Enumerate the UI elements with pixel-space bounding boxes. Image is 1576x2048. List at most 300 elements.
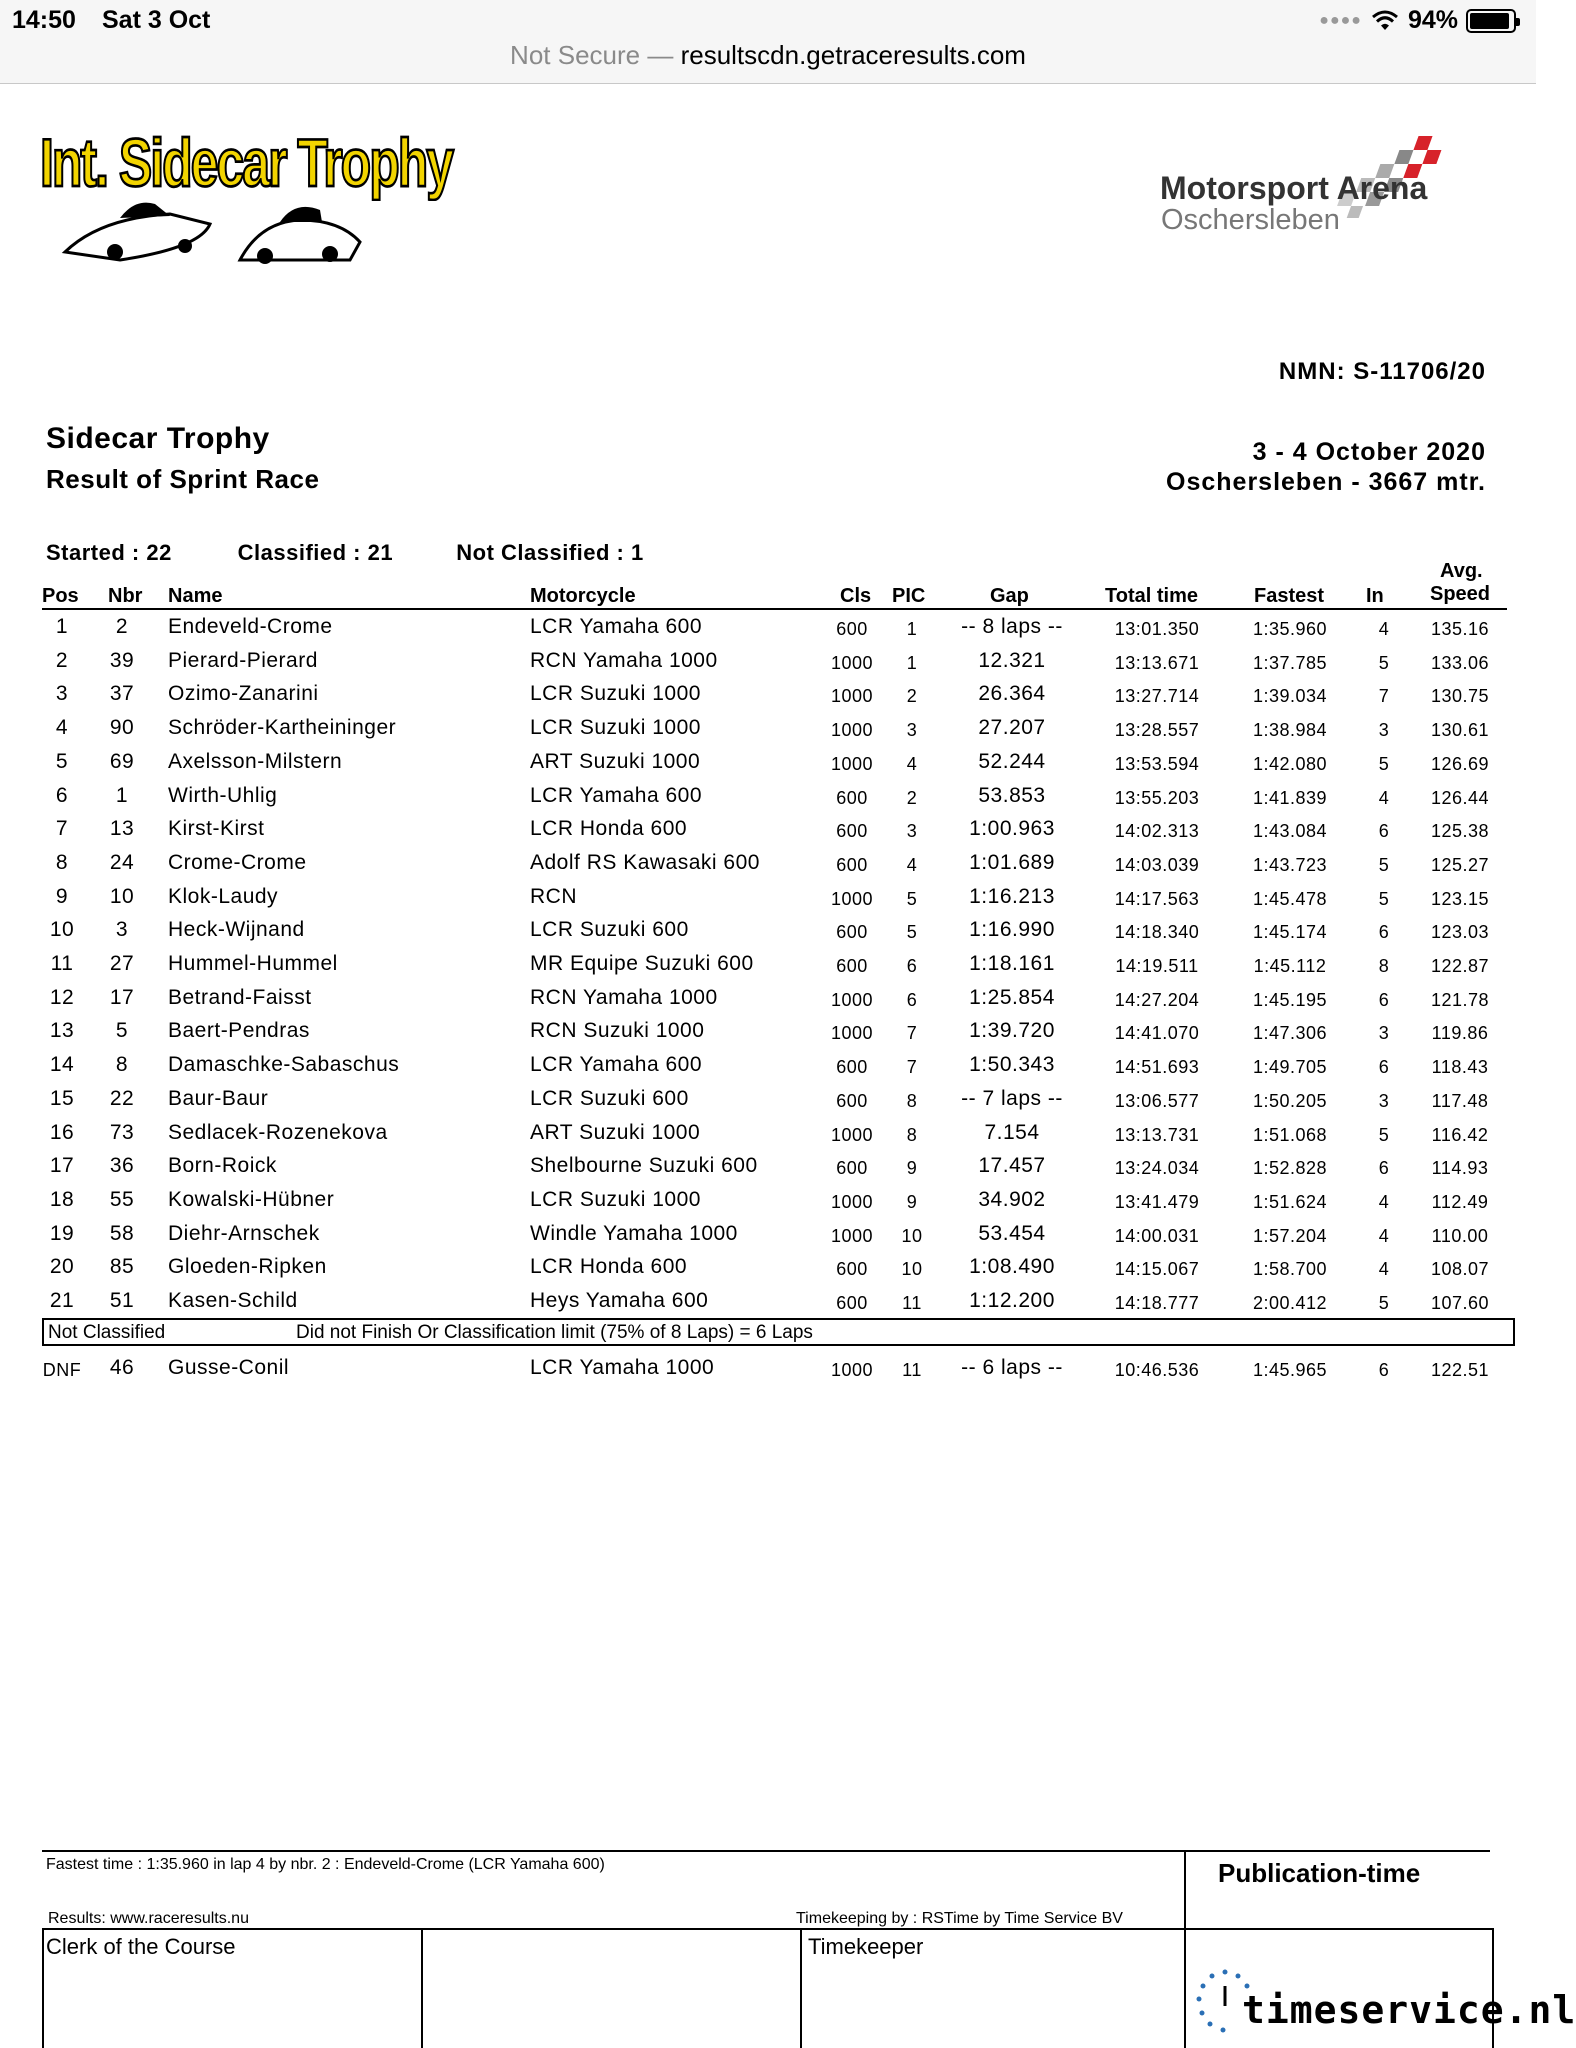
not-classified-label: Not Classified: [48, 1322, 166, 1343]
cell-gap: 1:00.963: [969, 817, 1055, 841]
cell-moto: LCR Suzuki 1000: [530, 1187, 701, 1211]
cell-gap: 1:16.990: [969, 918, 1055, 942]
cell-fastest: 1:42.080: [1252, 753, 1328, 774]
table-row: [0, 716, 1536, 750]
cell-moto: Heys Yamaha 600: [530, 1289, 709, 1312]
cell-total: 10:46.536: [1114, 1360, 1200, 1380]
cell-moto: RCN Suzuki 1000: [530, 1019, 705, 1043]
cell-in: 4: [1378, 619, 1390, 639]
cell-in: 5: [1378, 1293, 1390, 1313]
table-row: [0, 817, 1536, 851]
cell-speed: 125.27: [1430, 854, 1490, 875]
cell-pos: 9: [55, 884, 69, 908]
signal-icon: ●●●●: [1319, 11, 1362, 29]
table-row: [0, 1121, 1536, 1155]
cell-gap: 1:18.161: [969, 952, 1055, 975]
cell-speed: 117.48: [1431, 1090, 1489, 1111]
cell-total: 13:01.350: [1114, 619, 1200, 639]
header-gap: Gap: [990, 585, 1029, 607]
cell-nbr: 27: [109, 952, 135, 975]
cell-cls: 600: [836, 1057, 868, 1078]
table-row: [0, 750, 1536, 784]
battery-icon: [1466, 9, 1516, 33]
status-date: Sat 3 Oct: [102, 6, 211, 34]
cell-pos: 3: [55, 682, 69, 706]
cell-in: 6: [1378, 821, 1390, 842]
cell-in: 8: [1378, 956, 1390, 976]
cell-name: Wirth-Uhlig: [168, 783, 278, 807]
cell-in: 6: [1378, 1057, 1390, 1078]
signature-box-divider-1: [421, 1928, 423, 2048]
started-count: Started : 22: [46, 540, 172, 565]
cell-in: 5: [1378, 1124, 1390, 1145]
cell-nbr: 17: [109, 985, 135, 1009]
cell-fastest: 1:41.839: [1252, 787, 1328, 808]
cell-in: 3: [1378, 1090, 1390, 1111]
cell-speed: 118.43: [1431, 1057, 1489, 1078]
browser-status-bar: [0, 0, 1536, 84]
cell-cls: 1000: [830, 720, 874, 741]
cell-in: 5: [1378, 888, 1390, 909]
cell-gap: 1:39.720: [969, 1019, 1055, 1043]
race-stats: [46, 540, 644, 566]
battery-percent: 94%: [1407, 6, 1458, 34]
cell-name: Pierard-Pierard: [168, 648, 318, 672]
cell-pic: 9: [906, 1191, 918, 1212]
table-row: [0, 986, 1536, 1020]
cell-speed: 125.38: [1430, 821, 1490, 842]
cell-gap: 1:12.200: [969, 1289, 1055, 1312]
signature-box-left: [42, 1928, 44, 2048]
cell-pic: 8: [906, 1090, 918, 1111]
cell-pos: 21: [49, 1289, 75, 1312]
cell-name: Born-Roick: [168, 1154, 277, 1178]
cell-cls: 600: [836, 1158, 868, 1179]
cell-gap: 1:50.343: [969, 1053, 1055, 1077]
cell-total: 13:27.714: [1114, 686, 1200, 707]
cell-nbr: 55: [109, 1187, 135, 1211]
cell-moto: LCR Suzuki 600: [530, 918, 689, 942]
cell-pic: 3: [906, 821, 918, 842]
cell-pos: 20: [49, 1255, 75, 1279]
cell-in: 6: [1378, 1360, 1390, 1380]
cell-gap: 1:08.490: [969, 1255, 1055, 1279]
cell-speed: 130.61: [1430, 720, 1490, 741]
status-time: 14:50: [12, 6, 76, 34]
footer-vertical-rule: [1184, 1850, 1186, 2048]
cell-gap: 1:25.854: [969, 985, 1055, 1009]
cell-cls: 1000: [830, 888, 874, 909]
cell-total: 14:27.204: [1114, 989, 1200, 1010]
cell-fastest: 1:57.204: [1252, 1225, 1328, 1246]
cell-total: 14:02.313: [1114, 821, 1200, 842]
cell-moto: Shelbourne Suzuki 600: [530, 1154, 758, 1178]
cell-name: Gusse-Conil: [168, 1356, 290, 1379]
cell-pic: 6: [906, 989, 918, 1010]
header-fastest: Fastest: [1254, 585, 1325, 607]
table-row: [0, 1255, 1536, 1289]
cell-cls: 1000: [830, 1023, 874, 1044]
classified-count: Classified : 21: [237, 540, 394, 565]
cell-fastest: 1:51.624: [1252, 1191, 1328, 1212]
cell-pos: DNF: [42, 1360, 82, 1380]
cell-pos: 15: [49, 1086, 75, 1110]
cell-speed: 133.06: [1430, 652, 1490, 673]
cell-name: Damaschke-Sabaschus: [168, 1053, 400, 1077]
motorsport-arena-text: Motorsport Arena: [1160, 170, 1428, 206]
cell-in: 5: [1378, 652, 1390, 673]
cell-pos: 12: [49, 985, 75, 1009]
cell-gap: 1:16.213: [969, 884, 1055, 908]
cell-pos: 2: [55, 648, 69, 672]
cell-nbr: 10: [109, 884, 135, 908]
cell-nbr: 1: [115, 783, 129, 807]
not-classified-count: Not Classified : 1: [456, 540, 644, 565]
cell-pic: 4: [906, 854, 918, 875]
cell-nbr: 73: [109, 1120, 135, 1144]
not-classified-box: [42, 1318, 1515, 1346]
cell-pic: 8: [906, 1124, 918, 1145]
cell-nbr: 24: [109, 850, 135, 874]
cell-fastest: 1:43.723: [1252, 854, 1328, 875]
cell-total: 13:13.671: [1114, 652, 1200, 673]
clerk-label: Clerk of the Course: [46, 1934, 236, 1959]
cell-fastest: 1:43.084: [1252, 821, 1328, 842]
page-title: Sidecar Trophy: [46, 422, 270, 455]
table-row: [0, 1019, 1536, 1053]
cell-in: 6: [1378, 1158, 1390, 1179]
header-nbr: Nbr: [108, 585, 143, 607]
table-row: [0, 1053, 1536, 1087]
cell-name: Axelsson-Milstern: [168, 749, 343, 773]
cell-gap: 53.454: [978, 1221, 1046, 1245]
motorsport-arena-logo: [1160, 132, 1470, 242]
cell-in: 4: [1378, 1225, 1390, 1246]
cell-nbr: 3: [115, 918, 129, 942]
cell-speed: 107.60: [1430, 1293, 1490, 1313]
page-subtitle: Result of Sprint Race: [46, 464, 320, 494]
cell-pic: 11: [902, 1293, 922, 1313]
cell-fastest: 1:45.478: [1252, 888, 1328, 909]
cell-total: 13:55.203: [1114, 787, 1200, 808]
cell-fastest: 1:51.068: [1252, 1124, 1328, 1145]
cell-fastest: 1:39.034: [1252, 686, 1328, 707]
cell-in: 7: [1378, 686, 1390, 707]
cell-cls: 1000: [830, 686, 874, 707]
header-pos: Pos: [42, 585, 79, 607]
signature-box-divider-2: [800, 1928, 802, 2048]
cell-fastest: 1:45.112: [1253, 956, 1327, 976]
cell-speed: 116.42: [1431, 1124, 1489, 1145]
cell-total: 14:15.067: [1114, 1259, 1200, 1280]
cell-moto: ART Suzuki 1000: [530, 1120, 701, 1144]
cell-name: Betrand-Faisst: [168, 985, 312, 1009]
table-row: [0, 649, 1536, 683]
cell-moto: RCN Yamaha 1000: [530, 648, 718, 672]
address-bar[interactable]: [0, 40, 1536, 71]
cell-in: 6: [1378, 989, 1390, 1010]
results-url: Results: www.raceresults.nu: [48, 1910, 249, 1927]
event-date: 3 - 4 October 2020: [1252, 438, 1486, 466]
cell-nbr: 2: [115, 615, 129, 638]
footer-top-rule: [42, 1850, 1490, 1852]
cell-pos: 5: [55, 749, 69, 773]
cell-pic: 7: [906, 1057, 918, 1078]
cell-nbr: 46: [109, 1356, 135, 1379]
cell-gap: -- 6 laps --: [961, 1356, 1063, 1379]
table-row: [0, 952, 1536, 986]
cell-speed: 130.75: [1430, 686, 1490, 707]
cell-gap: -- 7 laps --: [961, 1086, 1063, 1110]
header-cls: Cls: [840, 585, 872, 607]
table-row: [0, 682, 1536, 716]
cell-speed: 126.44: [1430, 787, 1490, 808]
cell-fastest: 1:37.785: [1252, 652, 1328, 673]
cell-gap: 1:01.689: [969, 850, 1055, 874]
cell-cls: 1000: [830, 1124, 874, 1145]
cell-gap: 52.244: [978, 749, 1046, 773]
cell-speed: 121.78: [1430, 989, 1490, 1010]
fastest-time-note: Fastest time : 1:35.960 in lap 4 by nbr. 2 : Endeveld-Crome (LCR Yamaha 600): [46, 1856, 605, 1873]
cell-moto: ART Suzuki 1000: [530, 749, 701, 773]
publication-time: Publication-time: [1218, 1858, 1421, 1888]
header-pic: PIC: [892, 585, 926, 607]
cell-cls: 600: [836, 854, 868, 875]
timeservice-logo: [1190, 1966, 1576, 2046]
cell-pic: 10: [901, 1225, 923, 1246]
cell-pos: 14: [49, 1053, 75, 1077]
wifi-icon: [1370, 10, 1400, 32]
cell-cls: 1000: [830, 1225, 874, 1246]
cell-pic: 5: [906, 888, 918, 909]
cell-total: 14:51.693: [1114, 1057, 1200, 1078]
cell-cls: 600: [836, 922, 868, 943]
cell-pic: 9: [906, 1158, 918, 1179]
cell-speed: 112.49: [1431, 1191, 1489, 1212]
cell-moto: LCR Yamaha 600: [530, 1053, 702, 1077]
cell-moto: LCR Suzuki 1000: [530, 682, 701, 706]
cell-cls: 600: [836, 619, 868, 639]
cell-speed: 135.16: [1430, 619, 1490, 639]
cell-speed: 122.51: [1430, 1360, 1490, 1380]
cell-nbr: 22: [109, 1086, 135, 1110]
cell-pic: 3: [906, 720, 918, 741]
table-row: [0, 918, 1536, 952]
cell-total: 13:06.577: [1114, 1090, 1200, 1111]
cell-total: 13:13.731: [1114, 1124, 1200, 1145]
cell-in: 4: [1378, 1259, 1390, 1280]
cell-fastest: 2:00.412: [1252, 1293, 1328, 1313]
cell-in: 6: [1378, 922, 1390, 943]
cell-cls: 1000: [830, 753, 874, 774]
cell-cls: 600: [836, 787, 868, 808]
cell-total: 14:41.070: [1114, 1023, 1200, 1044]
table-row: [0, 851, 1536, 885]
cell-total: 14:00.031: [1114, 1225, 1200, 1246]
header-speed: Speed: [1430, 583, 1491, 605]
header-avg: Avg.: [1440, 560, 1483, 582]
cell-cls: 1000: [830, 652, 874, 673]
cell-pos: 17: [49, 1154, 75, 1178]
cell-total: 14:18.340: [1114, 922, 1200, 943]
cell-name: Klok-Laudy: [168, 884, 279, 908]
cell-gap: 7.154: [984, 1120, 1040, 1144]
cell-pic: 2: [906, 686, 918, 707]
table-row: [0, 784, 1536, 818]
timekeeper-label: Timekeeper: [808, 1934, 924, 1959]
cell-in: 4: [1378, 787, 1390, 808]
cell-total: 14:03.039: [1114, 854, 1200, 875]
cell-pos: 1: [55, 615, 69, 638]
cell-cls: 1000: [830, 989, 874, 1010]
header-divider: [42, 608, 1507, 610]
cell-cls: 600: [836, 1090, 868, 1111]
cell-moto: LCR Yamaha 600: [530, 615, 702, 638]
table-row: [0, 1188, 1536, 1222]
cell-cls: 1000: [830, 1191, 874, 1212]
cell-pos: 6: [55, 783, 69, 807]
cell-speed: 122.87: [1430, 956, 1490, 976]
cell-total: 13:41.479: [1114, 1191, 1200, 1212]
cell-pic: 10: [901, 1259, 923, 1280]
cell-pos: 8: [55, 850, 69, 874]
cell-gap: 34.902: [978, 1187, 1046, 1211]
cell-pos: 18: [49, 1187, 75, 1211]
cell-total: 13:24.034: [1114, 1158, 1200, 1179]
cell-name: Heck-Wijnand: [168, 918, 305, 942]
cell-nbr: 39: [109, 648, 135, 672]
event-place: Oschersleben - 3667 mtr.: [1166, 468, 1486, 496]
cell-pic: 11: [902, 1360, 922, 1380]
cell-nbr: 51: [109, 1289, 135, 1312]
cell-nbr: 8: [115, 1053, 129, 1077]
cell-pos: 7: [55, 817, 69, 841]
cell-speed: 126.69: [1430, 753, 1490, 774]
cell-name: Kirst-Kirst: [168, 817, 265, 841]
cell-name: Baur-Baur: [168, 1086, 269, 1110]
cell-in: 3: [1378, 1023, 1390, 1044]
cell-nbr: 58: [109, 1221, 135, 1245]
cell-total: 14:17.563: [1114, 888, 1200, 909]
cell-moto: LCR Suzuki 1000: [530, 716, 701, 740]
cell-in: 3: [1378, 720, 1390, 741]
cell-moto: LCR Suzuki 600: [530, 1086, 689, 1110]
cell-gap: 12.321: [978, 648, 1046, 672]
timekeeping-note: Timekeeping by : RSTime by Time Service BV: [796, 1910, 1123, 1927]
cell-pos: 13: [49, 1019, 75, 1043]
cell-pos: 16: [49, 1120, 75, 1144]
cell-nbr: 90: [109, 716, 135, 740]
sidecar-trophy-logo: [40, 124, 453, 266]
cell-total: 14:19.511: [1115, 956, 1199, 976]
cell-fastest: 1:52.828: [1252, 1158, 1328, 1179]
cell-gap: 53.853: [978, 783, 1046, 807]
cell-nbr: 37: [109, 682, 135, 706]
sidecar-trophy-logo-text: Int. Sidecar Trophy: [40, 125, 453, 201]
timeservice-text: timeservice.nl: [1242, 1988, 1576, 2032]
cell-moto: LCR Honda 600: [530, 817, 688, 841]
cell-fastest: 1:45.174: [1252, 922, 1328, 943]
cell-name: Diehr-Arnschek: [168, 1221, 320, 1245]
signature-box-top: [42, 1928, 1494, 1930]
cell-cls: 600: [836, 821, 868, 842]
cell-pos: 11: [50, 952, 74, 975]
cell-speed: 119.86: [1431, 1023, 1489, 1044]
cell-in: 4: [1378, 1191, 1390, 1212]
cell-total: 13:28.557: [1114, 720, 1200, 741]
cell-fastest: 1:58.700: [1252, 1259, 1328, 1280]
table-row: [0, 1087, 1536, 1121]
cell-name: Ozimo-Zanarini: [168, 682, 319, 706]
cell-pos: 19: [49, 1221, 75, 1245]
cell-speed: 108.07: [1430, 1259, 1490, 1280]
cell-pic: 5: [906, 922, 918, 943]
cell-fastest: 1:49.705: [1252, 1057, 1328, 1078]
cell-moto: LCR Yamaha 1000: [530, 1356, 715, 1379]
cell-gap: 27.207: [978, 716, 1046, 740]
cell-pic: 6: [906, 956, 918, 976]
cell-fastest: 1:45.965: [1252, 1360, 1328, 1380]
cell-moto: RCN: [530, 884, 577, 908]
header-motorcycle: Motorcycle: [530, 585, 636, 607]
cell-gap: -- 8 laps --: [961, 615, 1063, 638]
cell-pic: 1: [906, 652, 918, 673]
cell-nbr: 36: [109, 1154, 135, 1178]
cell-speed: 110.00: [1431, 1225, 1489, 1246]
cell-fastest: 1:38.984: [1252, 720, 1328, 741]
cell-moto: LCR Yamaha 600: [530, 783, 702, 807]
cell-fastest: 1:35.960: [1252, 619, 1328, 639]
cell-moto: Windle Yamaha 1000: [530, 1221, 738, 1245]
cell-gap: 17.457: [978, 1154, 1046, 1178]
cell-in: 5: [1378, 753, 1390, 774]
not-secure-label: Not Secure —: [510, 40, 674, 70]
cell-pos: 10: [49, 918, 75, 942]
cell-moto: RCN Yamaha 1000: [530, 985, 718, 1009]
table-row: [0, 1154, 1536, 1188]
cell-pic: 7: [906, 1023, 918, 1044]
cell-cls: 600: [836, 956, 868, 976]
header-total-time: Total time: [1105, 585, 1198, 607]
status-indicators: [1319, 6, 1516, 35]
cell-cls: 1000: [830, 1360, 874, 1380]
header-in: In: [1366, 585, 1384, 607]
cell-nbr: 69: [109, 749, 135, 773]
cell-pic: 2: [906, 787, 918, 808]
cell-moto: MR Equipe Suzuki 600: [530, 952, 754, 975]
not-classified-note: Did not Finish Or Classification limit (75% of 8 Laps) = 6 Laps: [296, 1322, 813, 1343]
table-row: [0, 1356, 1536, 1390]
table-row: [0, 885, 1536, 919]
url-text: resultscdn.getraceresults.com: [680, 40, 1026, 70]
cell-gap: 26.364: [978, 682, 1046, 706]
oschersleben-logo-text: Oschersleben: [1161, 204, 1340, 236]
cell-name: Gloeden-Ripken: [168, 1255, 327, 1279]
cell-fastest: 1:50.205: [1252, 1090, 1328, 1111]
cell-nbr: 13: [109, 817, 135, 841]
cell-cls: 600: [836, 1259, 868, 1280]
cell-speed: 123.03: [1430, 922, 1490, 943]
cell-moto: LCR Honda 600: [530, 1255, 688, 1279]
cell-name: Kowalski-Hübner: [168, 1187, 335, 1211]
cell-pos: 4: [55, 716, 69, 740]
cell-name: Kasen-Schild: [168, 1289, 298, 1312]
cell-nbr: 5: [115, 1019, 129, 1043]
cell-pic: 4: [906, 753, 918, 774]
cell-speed: 114.93: [1431, 1158, 1489, 1179]
cell-in: 5: [1378, 854, 1390, 875]
header-name: Name: [168, 585, 223, 607]
